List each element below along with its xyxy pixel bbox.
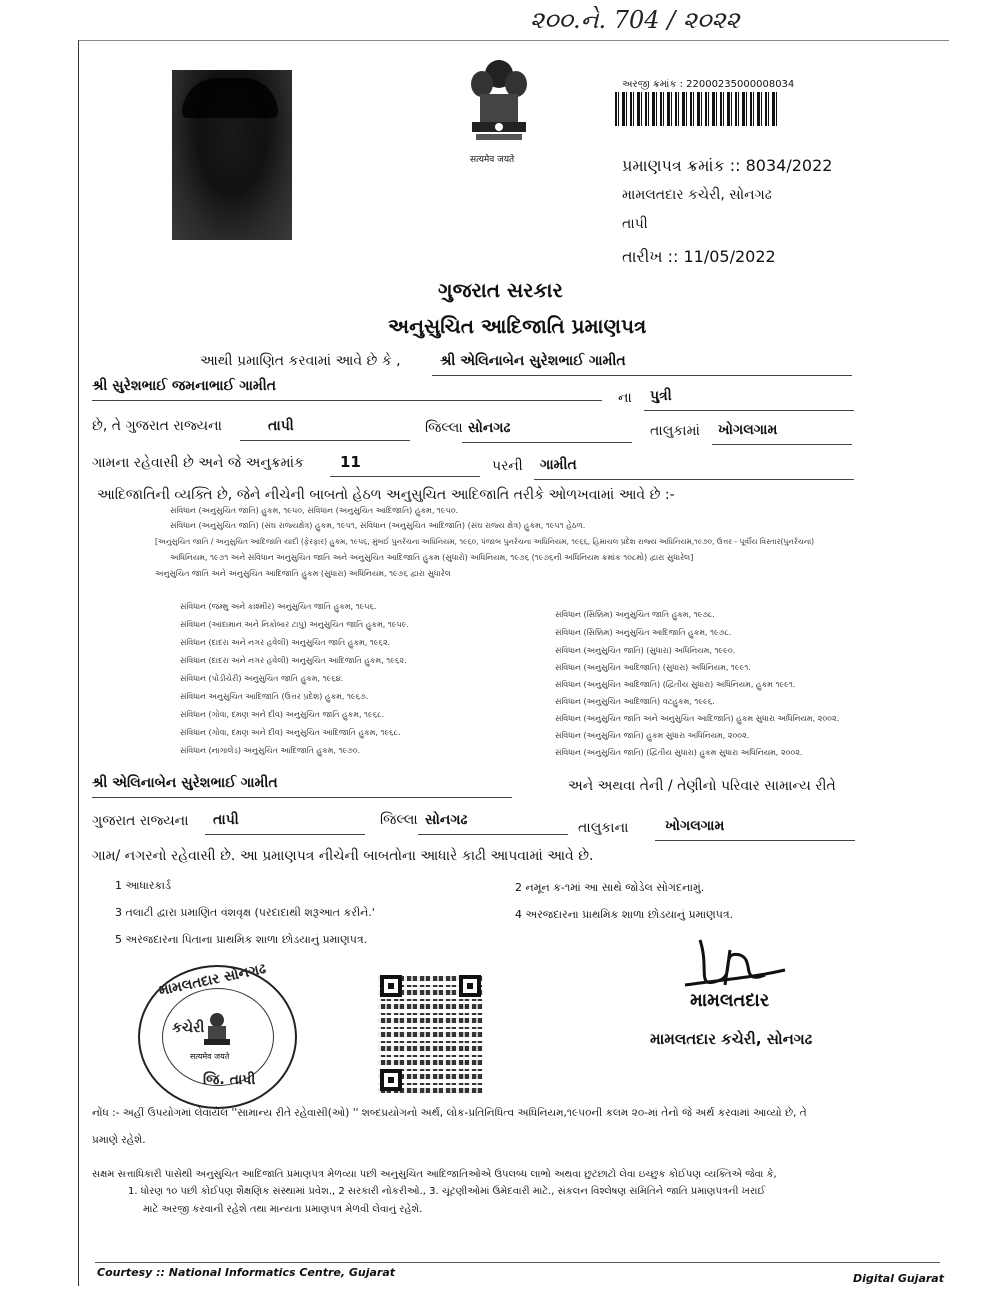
note-line: નોંધ :- અહીં ઉપયોગમાં લેવાયેલ ''સામાન્ય રીતે રહેવાસી(ઓ) '' શબ્દપ્રયોગનો અર્થ, લોક-પ્રતિનિધિત્વ અધિનિયમ,૧૯૫૦ની કલમ ૨૦-માં તેનો જે અર્થ કરવામાં આવ્યો છે, તે [92,1107,807,1119]
order-left-line: સંવિધાન (દાદરા અને નગર હવેલી) અનુસુચિત આદિજાતિ હુકમ, ૧૯૬૨. [180,656,407,665]
seal-top-text: મામલતદાર સોનગઢ [157,960,268,1000]
basis-statement: ગામ/ નગરનો રહેવાસી છે. આ પ્રમાણપત્ર નીચેની બાબતોના આધારે કાઢી આપવામાં આવે છે. [92,848,594,864]
signatory-office: મામલતદાર કચેરી, સોનગઢ [650,1030,813,1048]
issue-date: તારીખ :: 11/05/2022 [622,247,776,266]
handwritten-reference: ૨૦૦.ને. 704 / ૨૦૨૨ [530,6,740,34]
footer-note-line: સક્ષમ સત્તાધિકારી પાસેથી અનુસુચિત આદિજાતિ પ્રમાણપત્ર મેળવ્યા પછી અનુસુચિત આદિજાતિઓએ ઉપલબ્ધ લાભો અથવા છુટછાટો લેવા ઇચ્છુક કોઈપણ વ્યક્તિએ જેવા કે, [92,1169,777,1180]
qr-finder [380,1069,402,1091]
order-left-line: સંવિધાન (પોંડીચેરી) અનુસુચિત જાતિ હુકમ, ૧૯૬૪. [180,674,344,683]
applicant-name: શ્રી એલિનાબેન સુરેશભાઈ ગામીત [440,353,626,369]
order-left-line: સંવિધાન (આંદામાન અને નિકોબાર ટાપુ) અનુસુચિત જાતિ હુકમ, ૧૯૫૯. [180,620,410,629]
document-item: 3 તલાટી દ્વારા પ્રમાણિત વંશવૃક્ષ (પરદાદાથી શરૂઆત કરીને.' [115,906,375,919]
government-title: ગુજરાત સરકાર [438,278,563,302]
document-item: 1 આધારકાર્ડ [115,879,171,892]
jilla-value: સોનગઢ [468,420,511,436]
emblem-motto: सत्यमेव जयते [470,155,515,165]
state-label-2: ગુજરાત રાજ્યના [92,813,189,829]
order-left-line: સંવિધાન (ગોવા, દમણ અને દીવ) અનુસુચિત આદિજાતિ હુકમ, ૧૯૬૮. [180,728,401,737]
digital-gujarat-text: Digital Gujarat [853,1272,944,1285]
footer-note-line: 1. ધોરણ ૧૦ પછી કોઈપણ શૈક્ષણિક સંસ્થામાં પ્રવેશ., 2 સરકારી નોકરીઓ., 3. ચૂંટણીઓમાં ઉમેદવારી માટે., સંકલન વિશ્લેષણ સમિતિને જાતિ પ્રમાણપત્રની ખરાઈ [128,1186,766,1197]
qr-finder [380,975,402,997]
jilla-label-2: જિલ્લા [380,812,418,828]
footer-divider [95,1262,940,1263]
order-right-line: સંવિધાન (સિક્કિમ) અનુસુચિત આદિજાતિ હુકમ, ૧૯૭૮. [555,628,732,637]
jilla-label: જિલ્લા [425,420,463,436]
order-right-line: સંવિધાન (સિક્કિમ) અનુસુચિત જાતિ હુકમ, ૧૯૭૮. [555,610,715,619]
order-line: અનુસુચિત જાતિ અને અનુસુચિત આદિજાતિ હુકમ (સુધારા) અધિનિયમ, ૧૯૭૬ દ્વારા સુધારેલ [155,569,451,578]
order-left-line: સંવિધાન (નાગાલેંડ) અનુસુચિત આદિજાતિ હુકમ, ૧૯૭૦. [180,746,361,755]
courtesy-text: Courtesy :: National Informatics Centre, Gujarat [97,1266,396,1279]
na-label: ના [618,390,632,406]
document-item: 5 અરજદારના પિતાના પ્રાથમિક શાળા છોડયાનું પ્રમાણપત્ર. [115,933,368,946]
barcode [615,92,780,126]
applicant-name-repeat: શ્રી એલિનાબેન સુરેશભાઈ ગામીત [92,775,278,791]
family-label: અને અથવા તેની / તેણીનો પરિવાર સામાન્ય રીતે [568,778,836,794]
applicant-photo-detail [182,78,278,118]
order-line: સંવિધાન (અનુસુચિત જાતિ) હુકમ, ૧૯૫૦, સંવિધાન (અનુસુચિત આદિજાતિ) હુકમ, ૧૯૫૦. [170,506,459,515]
taluka-label: તાલુકામાં [650,423,700,439]
jilla-value-2: સોનગઢ [425,812,468,828]
signatory-title: મામલતદાર [690,990,770,1011]
seal-middle-text: કચેરી [172,1020,205,1036]
note-line: પ્રમાણે રહેશે. [92,1134,146,1146]
order-right-line: સંવિધાન (અનુસુચિત જાતિ) હુકમ સુધારા અધિનિયમ, ૨૦૦૨. [555,731,750,740]
order-left-line: સંવિધાન અનુસુચિત આદિજાતિ (ઉત્તર પ્રદેશ) હુકમ, ૧૯૬૭. [180,692,369,701]
national-emblem-icon [458,52,540,152]
order-line: અધિનિયમ, ૧૯૭૧ અને સંવિધાન અનુસુચિત જાતિ અને અનુસુચિત આદિજાતિ હુકમ (સુધારો) અધિનિયમ, ૧૯૭૬ (૧૯૭૬ની અધિનિયમ ક્રમાંક ૧૦૮મો) દ્વારા સુધારેલ] [170,553,694,562]
serial-number: 11 [340,453,361,471]
issuing-district: તાપી [622,216,648,232]
order-right-line: સંવિધાન (અનુસુચિત આદિજાતિ) (દ્વિતીય સુધારા) અધિનિયમ, હુકમ ૧૯૯૧. [555,680,796,689]
tribe-name: ગામીત [540,457,577,473]
intro-label: આથી પ્રમાણિત કરવામાં આવે છે કે , [200,353,401,369]
relation: પુત્રી [650,388,672,404]
village-value: ખોગલગામ [718,422,778,438]
order-left-line: સંવિધાન (જમ્મુ અને કાશ્મીર) અનુસુચિત જાતિ હુકમ, ૧૯૫૬. [180,602,377,611]
order-line: [અનુસુચિત જાતિ / અનુસુચિત આદિજાતિ યાદી (ફેરફાર) હુકમ, ૧૯૫૬, મુંબઈ પુનર્રચના અધિનિયમ, ૧૯૬૦, પંજાબ પુનર્રચના અધિનિયમ, ૧૯૬૬, હિમાચલ પ્રદેશ રાજ્ય અધિનિયમ,૧૯૭૦, ઉત્તર - પૂર્વીય વિસ્તાર(પુનર્રચના) [155,537,815,546]
father-name: શ્રી સુરેશભાઈ જમનાભાઈ ગામીત [92,378,277,394]
order-left-line: સંવિધાન (દાદરા અને નગર હવેલી) અનુસુચિત જાતિ હુકમ, ૧૯૬૨. [180,638,391,647]
par-label: પરની [492,458,523,474]
application-number: અરજી ક્રમાંક : 22000235000008034 [622,79,795,90]
order-line: સંવિધાન (અનુસુચિત જાતિ) (સંઘ રાજ્યક્ષેત્ર) હુકમ, ૧૯૫૧, સંવિધાન (અનુસુચિત આદિજાતિ) (સંઘ રાજ્ય ક્ષેત્ર) હુકમ, ૧૯૫૧ હેઠળ. [170,521,586,530]
order-right-line: સંવિધાન (અનુસુચિત આદિજાતિ) વટહુકમ, ૧૯૯૬. [555,697,715,706]
seal-motto: सत्यमेव जयते [190,1052,230,1061]
seal-bottom-text: જિ. તાપી [203,1072,256,1088]
district-value-2: તાપી [213,812,239,828]
village-value-2: ખોગલગામ [665,818,725,834]
tribe-statement: આદિજાતિની વ્યક્તિ છે, જેને નીચેની બાબતો હેઠળ અનુસુચિત આદિજાતિ તરીકે ઓળખવામાં આવે છે :- [97,487,675,503]
certificate-number: પ્રમાણપત્ર ક્રમાંક :: 8034/2022 [622,156,833,175]
order-right-line: સંવિધાન (અનુસુચિત આદિજાતિ) (સુધારા) અધિનિયમ, ૧૯૯૧. [555,663,751,672]
taluka-label-2: તાલુકાના [578,820,629,836]
document-item: 4 અરજદારના પ્રાથમિક શાળા છોડયાનું પ્રમાણપત્ર. [515,908,734,921]
issuing-office: મામલતદાર કચેરી, સોનગઢ [622,187,772,203]
order-left-line: સંવિધાન (ગોવા, દમણ અને દીવ) અનુસુચિત જાતિ હુકમ, ૧૯૬૮. [180,710,385,719]
order-right-line: સંવિધાન (અનુસુચિત જાતિ) (સુધારા) અધિનિયમ, ૧૯૯૦. [555,646,736,655]
order-right-line: સંવિધાન (અનુસુચિત જાતિ અને અનુસુચિત આદિજાતિ) હુકમ સુધારા અધિનિયમ, ૨૦૦૨. [555,714,840,723]
order-right-line: સંવિધાન (અનુસુચિત જાતિ) (દ્વિતીય સુધારા) હુકમ સુધારા અધિનિયમ, ૨૦૦૨. [555,748,803,757]
footer-note-line: માટે અરજી કરવાની રહેશે તથા માન્યતા પ્રમાણપત્ર મેળવી લેવાનું રહેશે. [143,1204,423,1215]
district-value: તાપી [268,418,294,434]
certificate-title: અનુસુચિત આદિજાતિ પ્રમાણપત્ર [388,314,647,338]
seal-emblem-icon [199,1010,235,1050]
state-label: છે, તે ગુજરાત રાજ્યના [92,418,222,434]
resident-label: ગામના રહેવાસી છે અને જે અનુક્રમાંક [92,455,304,471]
document-item: 2 નમૂન ક-૧માં આ સાથે જોડેલ સોગંદનામું. [515,881,705,894]
qr-finder [459,975,481,997]
